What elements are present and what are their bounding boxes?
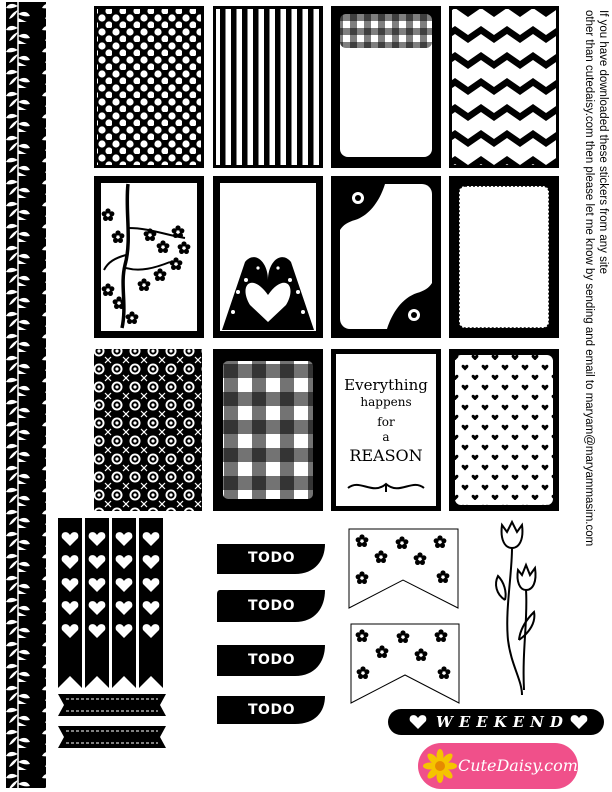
sticker-heart-pattern[interactable] — [449, 349, 559, 511]
todo-label-4: TODO — [248, 702, 295, 718]
stitched-ribbon-1[interactable] — [58, 694, 166, 716]
cutedaisy-logo-text: CuteDaisy.com — [458, 756, 578, 775]
daisy-icon — [423, 749, 457, 783]
sticker-gingham[interactable] — [213, 349, 323, 511]
quote-line-3: for — [377, 415, 395, 429]
tulip-flowers-drawing — [496, 522, 535, 695]
flower-banner-2[interactable] — [351, 624, 459, 703]
quote-line-4: a — [382, 430, 390, 444]
sticker-gingham-top-frame[interactable] — [331, 6, 441, 168]
weekend-label: WEEKEND — [436, 713, 569, 731]
todo-label-2: TODO — [248, 598, 295, 614]
heart-flag-3[interactable] — [112, 518, 136, 688]
sticker-chevron[interactable] — [449, 6, 559, 168]
quote-line-2: happens — [360, 395, 412, 409]
heart-flag-4[interactable] — [139, 518, 163, 688]
sticker-lace-corners[interactable] — [331, 176, 441, 338]
quote-line-5: REASON — [349, 446, 423, 465]
quote-text — [336, 376, 436, 466]
sticker-polka-dots[interactable] — [94, 6, 204, 168]
heart-flag-2[interactable] — [85, 518, 109, 688]
sticker-cherry-blossom[interactable] — [94, 176, 204, 338]
vine-border-strip — [6, 2, 46, 788]
copyright-notice — [583, 10, 610, 610]
sticker-rose-pattern[interactable] — [94, 349, 202, 511]
sticker-scalloped-frame[interactable] — [449, 176, 559, 338]
quote-line-1: Everything — [344, 376, 428, 394]
todo-label-3: TODO — [248, 652, 295, 668]
notice-line-1: If you have downloaded these stickers from any site — [597, 10, 609, 275]
stitched-ribbon-2[interactable] — [58, 726, 166, 748]
flower-banner-1[interactable] — [349, 529, 458, 608]
heart-flag-1[interactable] — [58, 518, 82, 688]
sticker-lace-heart[interactable] — [213, 176, 323, 338]
heart-flag-group — [58, 518, 163, 688]
todo-label-1: TODO — [248, 550, 295, 566]
sticker-stripes[interactable] — [213, 6, 323, 168]
notice-line-2: other than cutedaisy.com then please let me know by sending and email to maryam@maryammasim.com — [583, 10, 595, 547]
